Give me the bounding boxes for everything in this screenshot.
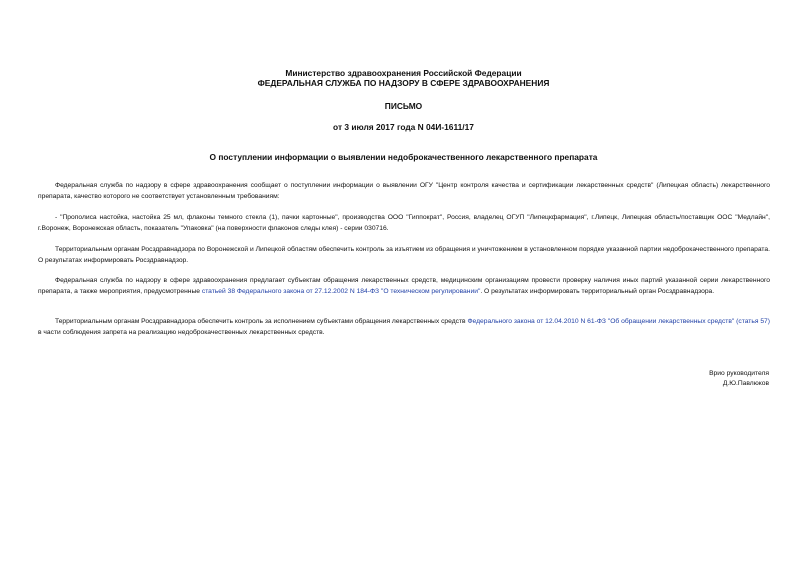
paragraph-inspection-text-start: Федеральная служба по надзору в сфере здравоохранения предлагает субъектам обращения лекарственных средств, медицинским организациям провести проверку наличия иных партий указанной серии лекарственного препарата, а также мероприятия, предусмотренные xyxy=(38,277,770,295)
signature-name: Д.Ю.Павлюков xyxy=(722,380,769,387)
paragraph-enforcement xyxy=(38,317,770,338)
document-type: ПИСЬМО xyxy=(384,101,423,111)
paragraph-territorial-control: Территориальным органам Росздравнадзора по Воронежской и Липецкой областям обеспечить контроль за изъятием из обращения и уничтожением в установленном порядке указанной партии недоброкачественного препарата. О результатах информировать Росздравнадзор. xyxy=(38,246,770,264)
law-61-fz-link[interactable]: Федерального закона от 12.04.2010 N 61-ФЗ "Об обращении лекарственных средств" xyxy=(467,318,735,325)
document-date-number: от 3 июля 2017 года N 04И-1611/17 xyxy=(333,122,474,132)
signature-position: Врио руководителя xyxy=(709,370,769,377)
paragraph-intro: Федеральная служба по надзору в сфере здравоохранения сообщает о поступлении информации о выявлении ОГУ "Центр контроля качества и сертификации лекарственных средств" (Липецкая область) лекарственного препарата, качество которого не соответствует установленным требованиям: xyxy=(38,182,770,200)
paragraph-product: - "Прополиса настойка, настойка 25 мл, флаконы темного стекла (1), пачки картонные", производства ООО "Гиппократ", Россия, владелец ОГУП "Липецкфармация", г.Липецк, Липецкая область/поставщик ООС "Медлайн", г.Воронеж, Воронежская область, показатель "Упаковка" (на поверхности флаконов следы клея) - серии 030716. xyxy=(38,214,770,232)
law-184-fz-link[interactable]: статьей 38 Федерального закона от 27.12.2002 N 184-ФЗ "О техническом регулировании" xyxy=(201,287,481,295)
article-57-link[interactable]: (статья 57) xyxy=(736,318,770,325)
document-title: О поступлении информации о выявлении недоброкачественного лекарственного препарата xyxy=(209,152,598,162)
ministry-name: Министерство здравоохранения Российской Федерации xyxy=(285,68,522,78)
paragraph-enforcement-text-start: Территориальным органам Росздравнадзора обеспечить контроль за исполнением субъектами обращения лекарственных средств xyxy=(55,318,468,325)
service-name: ФЕДЕРАЛЬНАЯ СЛУЖБА ПО НАДЗОРУ В СФЕРЕ ЗДРАВООХРАНЕНИЯ xyxy=(257,78,550,88)
paragraph-inspection-text-end: . О результатах информировать территориальный орган Росздравнадзора. xyxy=(480,287,715,295)
paragraph-enforcement-text-end: в части соблюдения запрета на реализацию недоброкачественных лекарственных средств. xyxy=(38,328,325,336)
paragraph-inspection xyxy=(38,276,770,297)
